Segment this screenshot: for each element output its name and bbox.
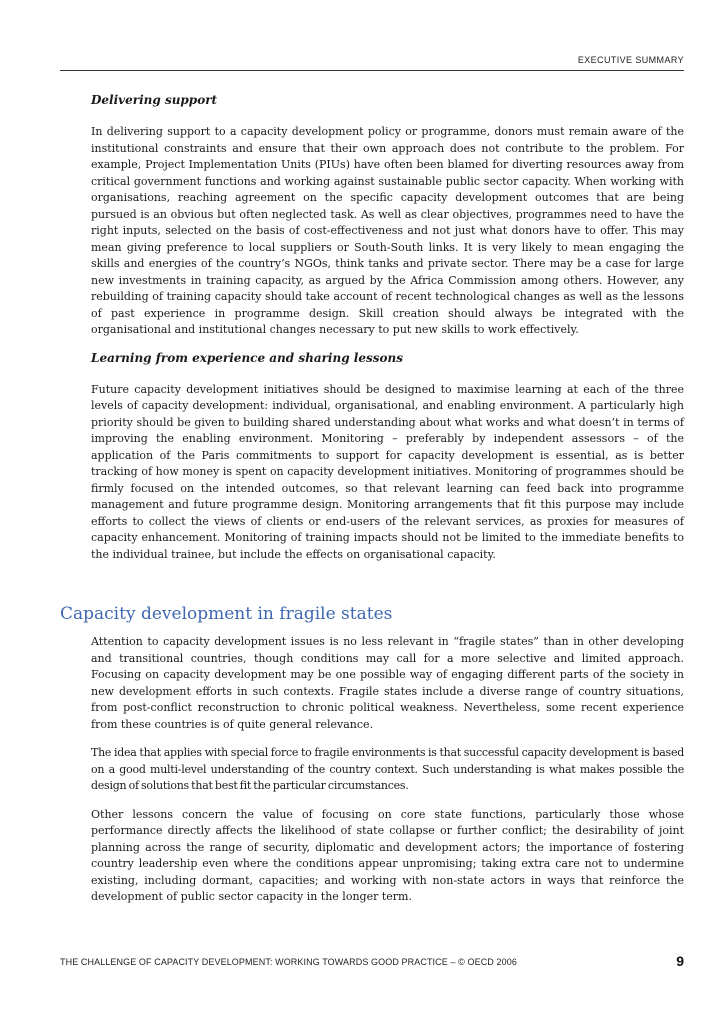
paragraph-fragile-1: Attention to capacity development issues is no less relevant in “fragile states” than in other developing and transitional countries, though conditions may call for a more selective and limited approach. Focusing on capacity development may be one possible way of engaging different parts of the society in new development efforts in such contexts. Fragile states include a diverse range of country situations, from post-conflict reconstruction to chronic political weakness. Nevertheless, some recent experience from these countries is of quite general relevance. xyxy=(91,635,684,731)
paragraph-learning: Future capacity development initiatives should be designed to maximise learning at each of the three levels of capacity development: individual, organisational, and enabling environment. A particularly high priority should be given to building shared understanding about what works and what doesn’t in terms of improving the enabling environment. Monitoring – preferably by independent assessors – of the application of the Paris commitments to support for capacity development is essential, as is better tracking of how money is spent on capacity development initiatives. Monitoring of programmes should be firmly focused on the intended outcomes, so that relevant learning can feed back into programme management and future programme design. Monitoring arrangements that fit this purpose may include efforts to collect the views of clients or end-users of the relevant services, as proxies for measures of capacity enhancement. Monitoring of training impacts should not be limited to the immediate benefits to the individual trainee, but include the effects on organisational capacity. xyxy=(91,382,684,561)
section-title-fragile-states: Capacity development in fragile states xyxy=(60,604,393,624)
running-head: EXECUTIVE SUMMARY xyxy=(577,55,684,65)
paragraph-fragile-2: The idea that applies with special force to fragile environments is that successful capacity development is based on a good multi-level understanding of the country context. Such understanding is what makes possible the design of solutions that best fit the particular circumstances. xyxy=(91,746,684,792)
paragraph-fragile-3: Other lessons concern the value of focusing on core state functions, particularly those whose performance directly affects the likelihood of state collapse or further conflict; the desirability of joint planning across the range of security, diplomatic and development actors; the importance of fostering country leadership even where the conditions appear unpromising; taking extra care not to undermine existing, including dormant, capacities; and working with non-state actors in ways that reinforce the development of public sector capacity in the longer term. xyxy=(91,807,684,903)
subheading-delivering-support: Delivering support xyxy=(91,93,218,107)
subheading-learning: Learning from experience and sharing lessons xyxy=(91,350,403,365)
page-number: 9 xyxy=(676,953,684,969)
main-content xyxy=(91,93,684,575)
fragile-states-content xyxy=(91,634,684,918)
footer-text: THE CHALLENGE OF CAPACITY DEVELOPMENT: WORKING TOWARDS GOOD PRACTICE – © OECD 2006 xyxy=(60,957,517,967)
header-rule xyxy=(60,70,684,71)
paragraph-delivering-support: In delivering support to a capacity development policy or programme, donors must remain aware of the institutional constraints and ensure that their own approach does not contribute to the problem. For example, Project Implementation Units (PIUs) have often been blamed for diverting resources away from critical government functions and working against sustainable public sector capacity. When working with organisations, reaching agreement on the specific capacity development outcomes that are being pursued is an obvious but often neglected task. As well as clear objectives, programmes need to have the right inputs, selected on the basis of cost-effectiveness and not just what donors have to offer. This may mean giving preference to local suppliers or South-South links. It is very likely to mean engaging the skills and energies of the country’s NGOs, think tanks and private sector. There may be a case for large new investments in training capacity, as argued by the Africa Commission among others. However, any rebuilding of training capacity should take account of recent technological changes as well as the lessons of past experience in programme design. Skill creation should always be integrated with the organisational and institutional changes necessary to put new skills to work effectively. xyxy=(91,125,684,336)
